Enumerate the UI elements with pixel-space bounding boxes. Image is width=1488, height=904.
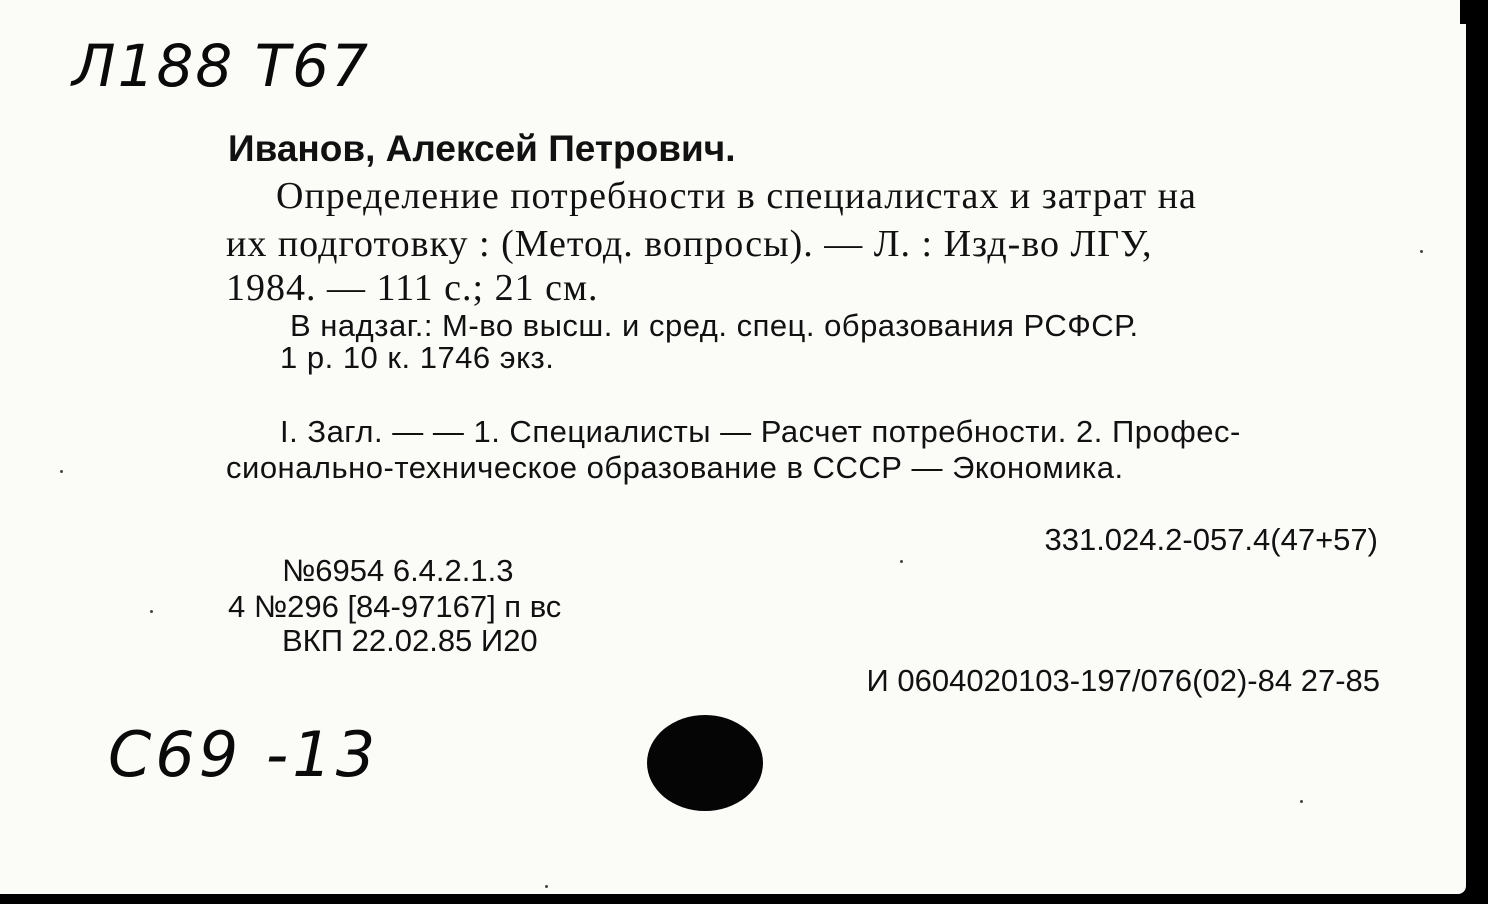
price-and-run: 1 р. 10 к. 1746 экз.	[280, 340, 555, 375]
title-line-1: Определение потребности в специалистах и затрат на	[276, 175, 1197, 217]
scan-speck	[150, 610, 153, 613]
series-note: В надзаг.: М-во высш. и сред. спец. образования РСФСР.	[290, 308, 1139, 343]
scan-speck	[900, 560, 903, 563]
handwritten-shelf-code: С69 -13	[108, 718, 380, 791]
catalog-number-line-1: №6954 6.4.2.1.3	[282, 553, 514, 588]
tracings-line-2: сионально-техническое образование в СССР — Экономика.	[226, 450, 1124, 485]
scan-speck	[60, 470, 63, 473]
title-line-3: 1984. — 111 с.; 21 см.	[226, 267, 599, 309]
scan-speck	[1300, 800, 1303, 803]
card-corner	[1460, 0, 1488, 24]
author-heading: Иванов, Алексей Петрович.	[228, 128, 736, 169]
handwritten-call-number: Л188 Т67	[72, 32, 370, 100]
card-edge-right	[1466, 0, 1488, 904]
catalog-number-line-3: ВКП 22.02.85 И20	[282, 623, 538, 658]
udc-classification: 331.024.2-057.4(47+57)	[1044, 522, 1378, 557]
tracings-line-1: I. Загл. — — 1. Специалисты — Расчет потребности. 2. Профес-	[280, 414, 1241, 449]
title-line-2: их подготовку : (Метод. вопросы). — Л. : Изд-во ЛГУ,	[226, 223, 1153, 265]
publisher-index-line: И 0604020103-197/076(02)-84 27-85	[866, 663, 1380, 698]
punch-hole	[647, 715, 763, 811]
card-edge-bottom	[0, 894, 1488, 904]
scan-speck	[1420, 250, 1423, 253]
catalog-number-line-2: 4 №296 [84-97167] п вс	[228, 589, 562, 624]
scan-speck	[545, 885, 548, 888]
